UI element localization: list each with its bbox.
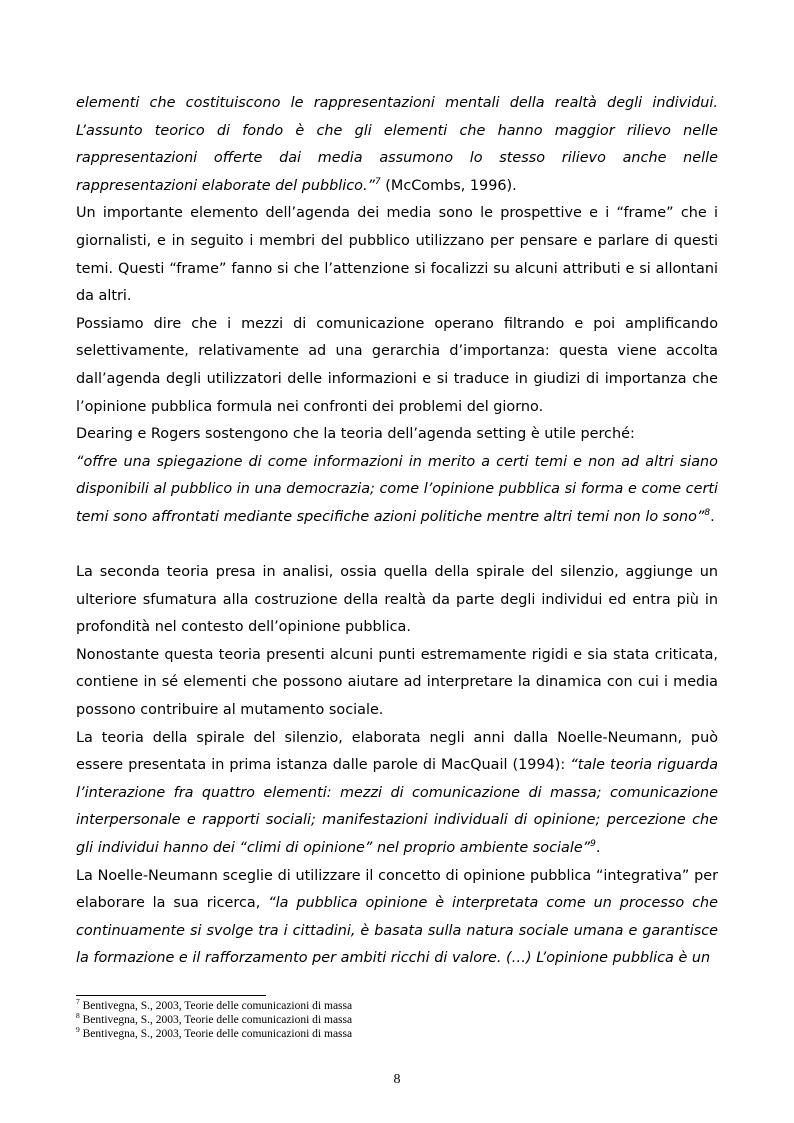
footnote-text: Bentivegna, S., 2003, Teorie delle comunicazioni di massa [79, 1014, 353, 1026]
quote-text: “la pubblica opinione è interpretata come un processo che continuamente si svolge tra i cittadini, è basata sulla natura sociale umana e garantisce la formazione e il rafforzamento per ambiti ricchi di valore. (…) L’opinione pubblica è un [76, 895, 718, 967]
footnote-8 [76, 1013, 716, 1027]
body-text [76, 90, 718, 973]
paragraph-nonostante: Nonostante questa teoria presenti alcuni punti estremamente rigidi e sia stata criticata, contiene in sé elementi che possono aiutare ad interpretare la dinamica con cui i media possono contribuire al mutamento sociale. [76, 646, 718, 719]
citation: (McCombs, 1996). [380, 177, 517, 194]
footnote-ref-8: 8 [704, 508, 711, 519]
paragraph-spirale-intro: La seconda teoria presa in analisi, ossia quella della spirale del silenzio, aggiunge un ulteriore sfumatura alla costruzione della realtà da parte degli individui ed entra più in profondità nel contesto dell’opinione pubblica. [76, 564, 718, 636]
paragraph-noelle-neumann [76, 863, 718, 973]
footnote-separator [76, 995, 266, 996]
paragraph-mccombs-quote [76, 90, 718, 200]
quote-end: . [595, 840, 601, 857]
quote-text: “tale teoria riguarda l’interazione fra quattro elementi: mezzi di comunicazione di massa; comunicazione interpersonale e rapporti sociali; manifestazioni individuali di opinione; percezione che gli individui hanno dei “climi di opinione” nel proprio ambiente sociale” [76, 757, 719, 857]
page-number: 8 [393, 1072, 401, 1087]
paragraph-macquail [76, 725, 718, 863]
paragraph-dearing-rogers: Dearing e Rogers sostengono che la teoria dell’agenda setting è utile perché: [76, 426, 635, 443]
footnote-text: Bentivegna, S., 2003, Teorie delle comunicazioni di massa [79, 1000, 353, 1012]
footnote-number: 8 [76, 1011, 80, 1021]
footnote-7 [76, 999, 716, 1013]
footnote-ref-9: 9 [590, 839, 596, 850]
footnotes [76, 999, 716, 1041]
paragraph-text: La Noelle-Neumann sceglie di utilizzare il concetto di opinione pubblica “integrativa” per elaborare la sua ricerca, [76, 867, 718, 912]
paragraph-dearing-quote [76, 449, 718, 532]
footnote-ref-7: 7 [375, 176, 381, 187]
paragraph-text: La teoria della spirale del silenzio, elaborata negli anni dalla Noelle-Neumann, può essere presentata in prima istanza dalle parole di MacQuail (1994): [76, 729, 718, 774]
footnote-number: 7 [76, 997, 80, 1007]
paragraph-frame: Un importante elemento dell’agenda dei media sono le prospettive e i “frame” che i giornalisti, e in seguito i membri del pubblico utilizzano per pensare e parlare di questi temi. Questi “frame” fanno si che l’attenzione si focalizzi su alcuni attributi e si allontani da altri. [76, 205, 718, 305]
paragraph-gap [76, 532, 718, 560]
paragraph-mezzi: Possiamo dire che i mezzi di comunicazione operano filtrando e poi amplificando selettivamente, relativamente ad una gerarchia d’importanza: questa viene accolta dall’agenda degli utilizzatori delle informazioni e si traduce in giudizi di importanza che l’opinione pubblica formula nei confronti dei problemi del giorno. [76, 315, 718, 415]
footnote-number: 9 [76, 1025, 80, 1035]
quote-text: elementi che costituiscono le rappresentazioni mentali della realtà degli individui. L’assunto teorico di fondo è che gli elementi che hanno maggior rilievo nelle rappresentazioni offerte dai media assumono lo stesso rilievo anche nelle rappresentazioni elaborate del pubblico.” [76, 95, 718, 194]
footnote-9 [76, 1027, 716, 1041]
quote-end: . [710, 508, 715, 525]
quote-text: “offre una spiegazione di come informazioni in merito a certi temi e non ad altri siano disponibili al pubblico in una democrazia; come l’opinione pubblica si forma e come certi temi sono affrontati mediante specifiche azioni politiche mentre altri temi non lo sono” [76, 453, 718, 525]
footnote-text: Bentivegna, S., 2003, Teorie delle comunicazioni di massa [79, 1028, 353, 1040]
